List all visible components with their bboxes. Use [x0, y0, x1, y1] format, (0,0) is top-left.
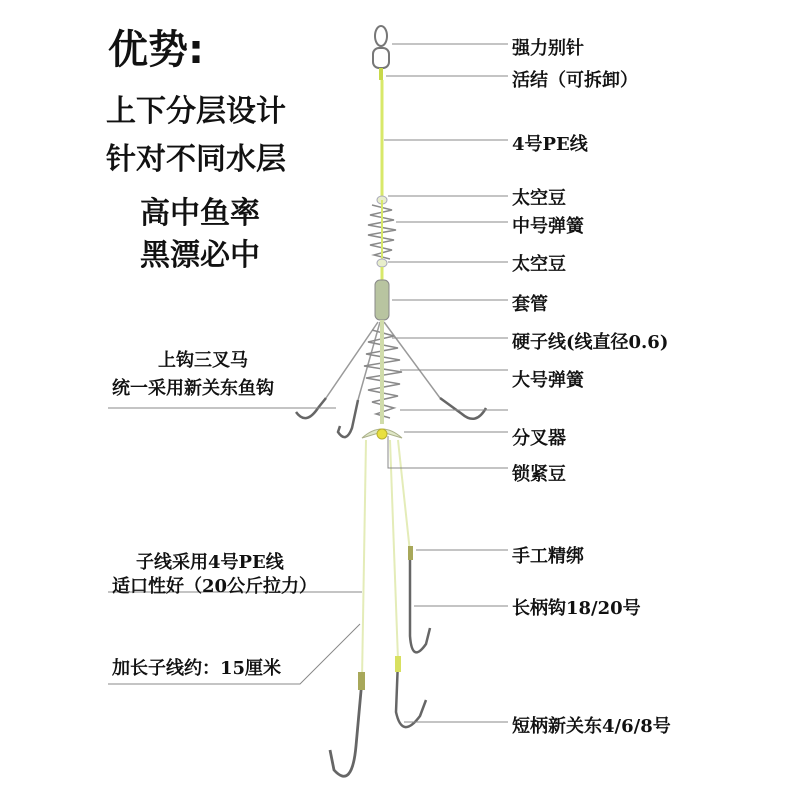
label-upper-hooks-2: 统一采用新关东鱼钩: [112, 378, 274, 399]
label-main-line: 4号PE线: [512, 134, 588, 155]
label-short-shank: 短柄新关东4/6/8号: [512, 716, 671, 737]
label-leader-1: 子线采用4号PE线: [136, 552, 284, 573]
label-snap: 强力别针: [512, 38, 584, 59]
advantage-line-4: 黑漂必中: [140, 238, 260, 273]
snap-swivel-icon: [373, 26, 389, 68]
lock-bead: [377, 429, 387, 439]
label-upper-hooks-1: 上钩三叉马: [158, 350, 248, 371]
label-splitter: 分叉器: [512, 428, 566, 449]
bottom-hook-icon: [330, 680, 362, 776]
leader-lines: [362, 440, 410, 680]
label-spring-big: 大号弹簧: [512, 370, 584, 391]
sleeve-tube: [375, 280, 389, 320]
label-sleeve: 套管: [512, 294, 548, 315]
label-hand-tied: 手工精绑: [512, 546, 584, 567]
label-leader-length: 加长子线约：15厘米: [112, 658, 282, 679]
advantage-line-1: 上下分层设计: [106, 94, 286, 129]
label-spring-mid: 中号弹簧: [512, 216, 584, 237]
label-long-shank: 长柄钩18/20号: [512, 598, 641, 619]
label-leader-2: 适口性好（20公斤拉力）: [112, 576, 318, 597]
advantage-line-2: 针对不同水层: [106, 142, 286, 177]
label-hard-wire: 硬子线(线直径0.6): [512, 332, 669, 353]
bottom-bead: [377, 259, 387, 267]
label-bead-top: 太空豆: [512, 188, 566, 209]
label-loop: 活结（可拆卸）: [512, 70, 638, 91]
advantages-title: 优势:: [108, 27, 204, 73]
label-bead-bottom: 太空豆: [512, 254, 566, 275]
advantage-line-3: 高中鱼率: [140, 196, 260, 231]
long-shank-hook-icon: [410, 550, 430, 652]
label-lock-bead: 锁紧豆: [512, 464, 566, 485]
